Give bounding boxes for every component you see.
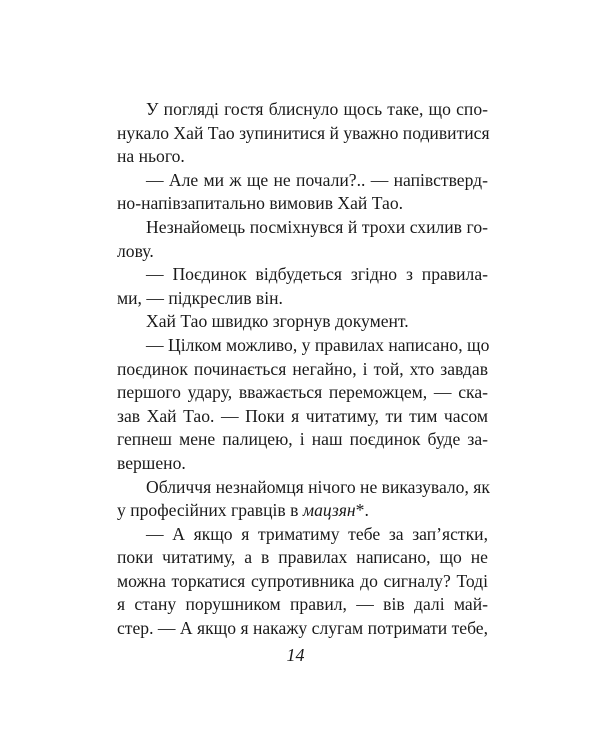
page-number: 14: [286, 645, 305, 665]
text-line: [117, 499, 488, 523]
footnote-marker: *.: [355, 500, 369, 521]
text-line: — Цілком можливо, у правилах написано, що: [146, 334, 490, 355]
text-line: Обличчя незнайомця нічого не виказувало, як: [146, 476, 490, 497]
text-line: поєдинок починається негайно, і той, хто завдав: [117, 358, 488, 379]
text-line: гепнеш мене палицею, і наш поєдинок буде за-: [117, 429, 488, 450]
text-line: лову.: [117, 240, 154, 261]
text-line: — А якщо я триматиму тебе за зап’ястки,: [146, 523, 488, 544]
text-line: першого удару, вважається переможцем, — ска-: [117, 382, 488, 403]
text-line: вершено.: [117, 452, 186, 473]
text-line: Незнайомець посміхнувся й трохи схилив го-: [146, 216, 488, 237]
text-line: — Поєдинок відбудеться згідно з правила-: [146, 264, 488, 285]
text-line: я стану порушником правил, — вів далі май-: [117, 594, 488, 615]
text-line: Хай Тао швидко згорнув документ.: [146, 311, 409, 332]
text-line: поки читатиму, а в правилах написано, що не: [117, 547, 488, 568]
text-fragment: у професійних гравців в: [117, 500, 299, 521]
text-line: на нього.: [117, 146, 185, 167]
text-line: нукало Хай Тао зупинитися й уважно подивитися: [117, 122, 490, 143]
text-line: можна торкатися супротивника до сигналу? Тоді: [117, 570, 488, 591]
text-line: стер. — А якщо я накажу слугам потримати тебе,: [117, 618, 488, 639]
text-line: ми, — підкреслив він.: [117, 287, 283, 308]
footnote-term: мацзян: [302, 500, 356, 521]
page-body: [117, 98, 488, 641]
text-line: У погляді гостя блиснуло щось таке, що спо-: [146, 99, 488, 119]
text-line: зав Хай Тао. — Поки я читатиму, ти тим часом: [117, 405, 488, 426]
text-line: но-напівзапитально вимовив Хай Тао.: [117, 193, 404, 214]
text-line: — Але ми ж ще не почали?.. — напівстверд-: [146, 169, 488, 190]
